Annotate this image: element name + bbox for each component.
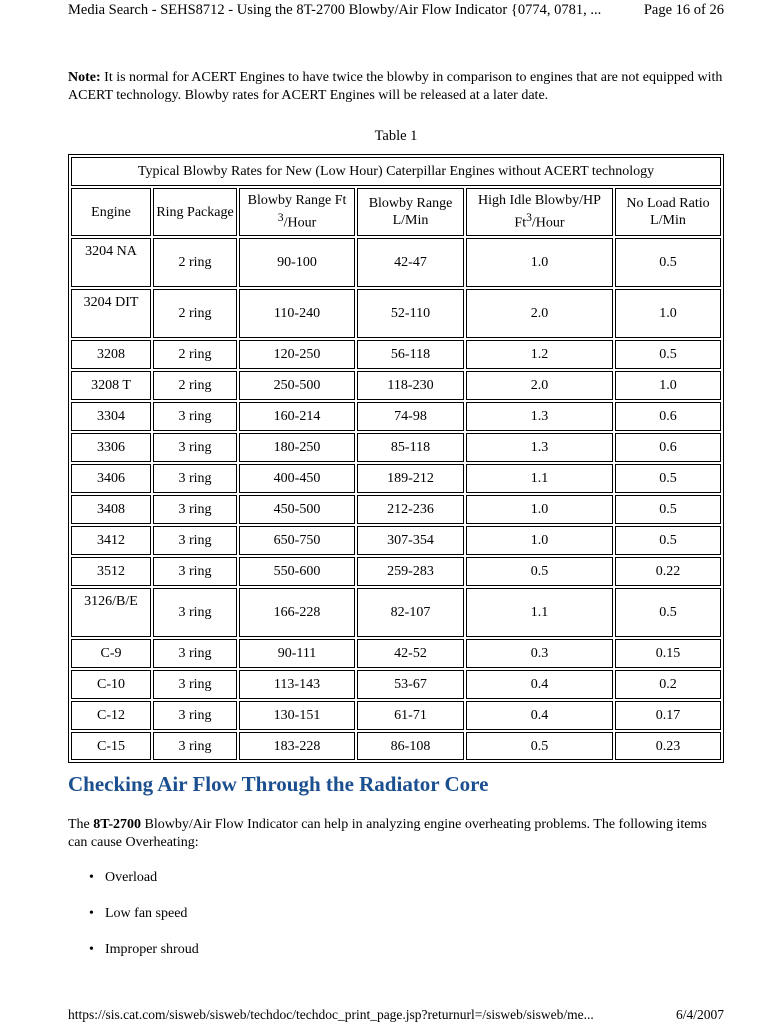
cell-engine: 3304 (71, 402, 151, 431)
cell-range-l: 61-71 (357, 701, 464, 730)
overheating-causes-list (68, 869, 199, 977)
cell-no-load: 0.5 (615, 340, 721, 369)
cell-range-l: 259-283 (357, 557, 464, 586)
header-range-ft-prefix: Blowby Range Ft (247, 193, 347, 209)
cell-no-load: 0.15 (615, 639, 721, 668)
cell-high-idle: 0.3 (466, 639, 613, 668)
cell-range-ft: 130-151 (239, 701, 355, 730)
cell-range-ft: 120-250 (239, 340, 355, 369)
cell-ring: 3 ring (153, 588, 237, 637)
table-row (71, 701, 721, 730)
header-blowby-range-ft (239, 188, 355, 236)
cell-range-ft: 160-214 (239, 402, 355, 431)
table-row (71, 402, 721, 431)
cell-high-idle: 1.2 (466, 340, 613, 369)
part-number: 8T-2700 (93, 817, 141, 832)
table-row (71, 289, 721, 338)
cell-engine: C-15 (71, 732, 151, 760)
cell-range-l: 307-354 (357, 526, 464, 555)
cell-high-idle: 2.0 (466, 289, 613, 338)
table-row (71, 433, 721, 462)
cell-range-l: 86-108 (357, 732, 464, 760)
cell-no-load: 0.5 (615, 495, 721, 524)
cell-range-ft: 180-250 (239, 433, 355, 462)
table-row (71, 526, 721, 555)
cell-range-ft: 550-600 (239, 557, 355, 586)
page-number: Page 16 of 26 (643, 2, 724, 18)
cell-engine: C-9 (71, 639, 151, 668)
cell-high-idle: 0.4 (466, 670, 613, 699)
cell-engine: 3412 (71, 526, 151, 555)
cell-range-ft: 113-143 (239, 670, 355, 699)
cell-ring: 3 ring (153, 732, 237, 760)
cell-high-idle: 0.5 (466, 557, 613, 586)
list-item-label: Improper shroud (105, 942, 199, 957)
cell-ring: 3 ring (153, 433, 237, 462)
header-no-load-ratio: No Load Ratio L/Min (615, 188, 721, 236)
cell-range-l: 52-110 (357, 289, 464, 338)
cell-range-l: 53-67 (357, 670, 464, 699)
cell-range-l: 118-230 (357, 371, 464, 400)
cell-engine: 3306 (71, 433, 151, 462)
cell-range-ft: 110-240 (239, 289, 355, 338)
cell-ring: 3 ring (153, 402, 237, 431)
cell-no-load: 0.5 (615, 238, 721, 287)
page-header (68, 0, 724, 22)
cell-no-load: 0.5 (615, 588, 721, 637)
table-row (71, 238, 721, 287)
footer-url: https://sis.cat.com/sisweb/sisweb/techdoc/techdoc_print_page.jsp?returnurl=/sisweb/sisweb/me... (68, 1007, 594, 1022)
cell-high-idle: 1.1 (466, 588, 613, 637)
footer-date: 6/4/2007 (675, 1007, 724, 1022)
table-header-row (71, 188, 721, 236)
cell-range-ft: 90-111 (239, 639, 355, 668)
cell-high-idle: 1.3 (466, 433, 613, 462)
cell-high-idle: 2.0 (466, 371, 613, 400)
cell-no-load: 0.17 (615, 701, 721, 730)
cell-no-load: 0.2 (615, 670, 721, 699)
cell-ring: 2 ring (153, 238, 237, 287)
page-footer (68, 1006, 724, 1024)
cell-high-idle: 1.3 (466, 402, 613, 431)
table-row (71, 371, 721, 400)
cell-range-l: 85-118 (357, 433, 464, 462)
note-text: It is normal for ACERT Engines to have twice the blowby in comparison to engines that are not equipped with ACERT technology. Blowby rates for ACERT Engines will be released at a later date. (68, 70, 723, 103)
cell-no-load: 0.5 (615, 526, 721, 555)
header-blowby-range-l: Blowby Range L/Min (357, 188, 464, 236)
cell-engine: 3208 T (71, 371, 151, 400)
header-range-ft-sup: 3 (277, 211, 284, 225)
cell-engine: 3204 NA (71, 238, 151, 287)
header-high-idle-suffix: /Hour (531, 215, 565, 231)
para-prefix: The (68, 817, 94, 832)
cell-ring: 3 ring (153, 670, 237, 699)
document-title: Media Search - SEHS8712 - Using the 8T-2700 Blowby/Air Flow Indicator {0774, 0781, ... (68, 2, 602, 18)
cell-no-load: 1.0 (615, 289, 721, 338)
cell-range-ft: 650-750 (239, 526, 355, 555)
table-row (71, 340, 721, 369)
cell-ring: 2 ring (153, 371, 237, 400)
cell-range-ft: 183-228 (239, 732, 355, 760)
header-high-idle-sup: 3 (526, 211, 532, 225)
cell-engine: 3204 DIT (71, 289, 151, 338)
table-title: Typical Blowby Rates for New (Low Hour) Caterpillar Engines without ACERT technology (71, 157, 721, 186)
table-row (71, 639, 721, 668)
cell-range-ft: 450-500 (239, 495, 355, 524)
cell-range-ft: 400-450 (239, 464, 355, 493)
table-row (71, 588, 721, 637)
list-item (68, 941, 199, 977)
bullet-icon: • (89, 906, 94, 921)
cell-ring: 2 ring (153, 340, 237, 369)
cell-range-ft: 90-100 (239, 238, 355, 287)
table-row (71, 557, 721, 586)
cell-range-ft: 250-500 (239, 371, 355, 400)
cell-high-idle: 1.0 (466, 526, 613, 555)
blowby-rates-table (68, 154, 724, 763)
table-row (71, 732, 721, 760)
header-high-idle (466, 188, 613, 236)
cell-ring: 2 ring (153, 289, 237, 338)
list-item (68, 905, 199, 941)
cell-range-l: 42-52 (357, 639, 464, 668)
cell-no-load: 0.6 (615, 433, 721, 462)
section-heading: Checking Air Flow Through the Radiator Core (68, 772, 489, 796)
cell-ring: 3 ring (153, 701, 237, 730)
cell-no-load: 0.5 (615, 464, 721, 493)
cell-engine: 3408 (71, 495, 151, 524)
cell-range-ft: 166-228 (239, 588, 355, 637)
para-suffix: Blowby/Air Flow Indicator can help in analyzing engine overheating problems. The following items can cause Overheating: (68, 817, 707, 850)
cell-engine: C-12 (71, 701, 151, 730)
cell-range-l: 56-118 (357, 340, 464, 369)
table-row (71, 464, 721, 493)
note-paragraph (68, 69, 728, 105)
cell-range-l: 212-236 (357, 495, 464, 524)
table-row (71, 670, 721, 699)
header-engine: Engine (71, 188, 151, 236)
body-paragraph (68, 816, 728, 852)
cell-high-idle: 1.1 (466, 464, 613, 493)
bullet-icon: • (89, 942, 94, 957)
cell-range-l: 74-98 (357, 402, 464, 431)
cell-high-idle: 0.5 (466, 732, 613, 760)
header-ring-package: Ring Package (153, 188, 237, 236)
table-caption: Table 1 (374, 128, 418, 144)
table-title-row (71, 157, 721, 186)
list-item (68, 869, 199, 905)
cell-no-load: 0.23 (615, 732, 721, 760)
cell-no-load: 0.6 (615, 402, 721, 431)
cell-no-load: 1.0 (615, 371, 721, 400)
table-row (71, 495, 721, 524)
cell-engine: 3512 (71, 557, 151, 586)
note-label: Note: (68, 70, 101, 85)
header-range-ft-suffix: /Hour (283, 215, 317, 231)
header-high-idle-prefix: High Idle Blowby/HP Ft (478, 193, 601, 231)
cell-engine: 3126/B/E (71, 588, 151, 637)
cell-ring: 3 ring (153, 464, 237, 493)
list-item-label: Low fan speed (105, 906, 188, 921)
cell-engine: 3208 (71, 340, 151, 369)
cell-range-l: 189-212 (357, 464, 464, 493)
list-item-label: Overload (105, 870, 158, 885)
cell-engine: 3406 (71, 464, 151, 493)
bullet-icon: • (89, 870, 94, 885)
cell-high-idle: 0.4 (466, 701, 613, 730)
cell-ring: 3 ring (153, 495, 237, 524)
cell-ring: 3 ring (153, 557, 237, 586)
cell-ring: 3 ring (153, 526, 237, 555)
cell-ring: 3 ring (153, 639, 237, 668)
cell-high-idle: 1.0 (466, 495, 613, 524)
cell-engine: C-10 (71, 670, 151, 699)
cell-range-l: 42-47 (357, 238, 464, 287)
cell-no-load: 0.22 (615, 557, 721, 586)
cell-range-l: 82-107 (357, 588, 464, 637)
cell-high-idle: 1.0 (466, 238, 613, 287)
